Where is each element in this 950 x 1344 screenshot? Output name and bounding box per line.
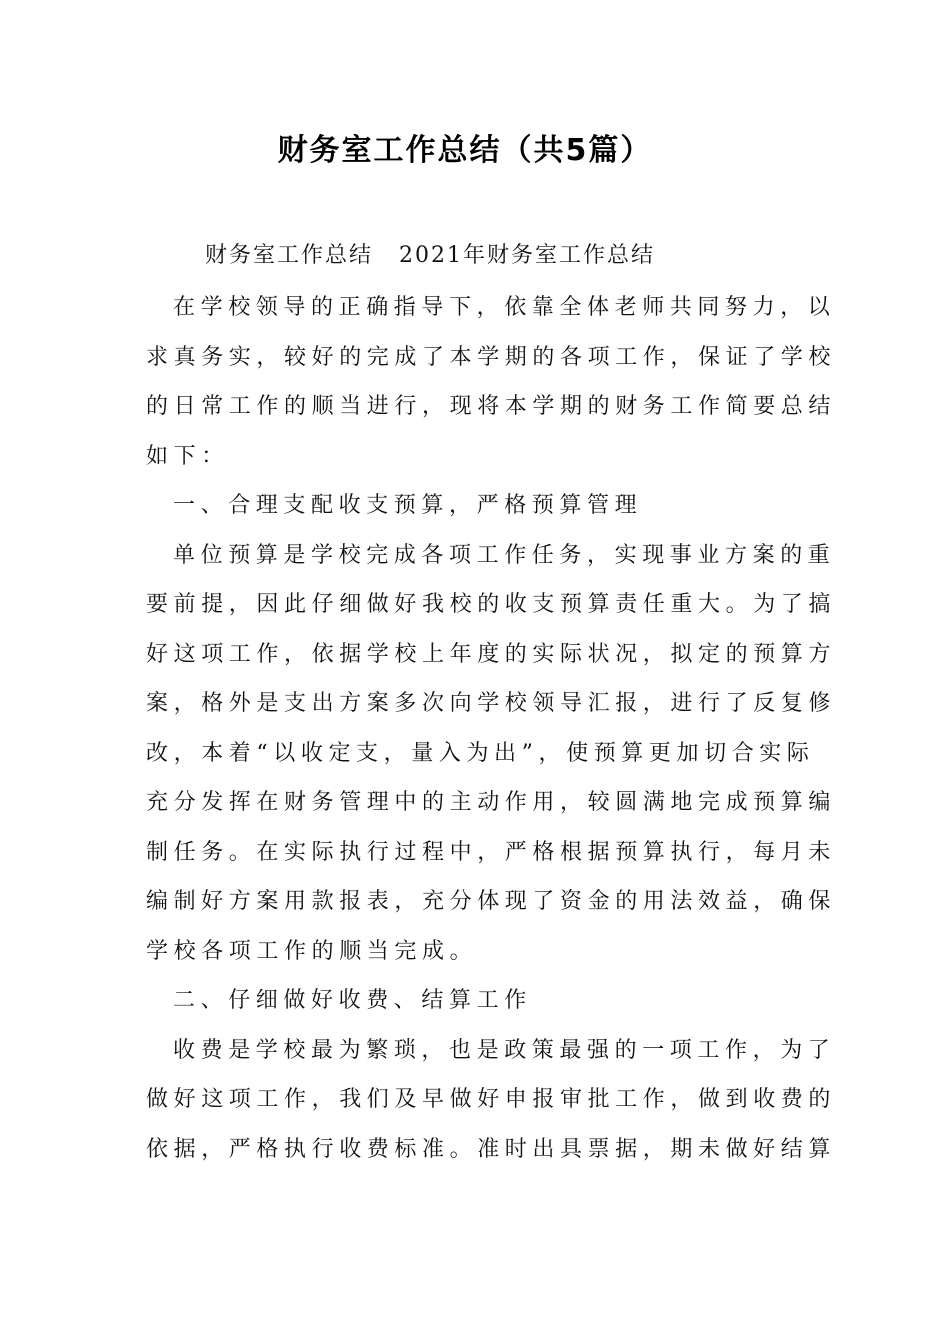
body-line: 单位预算是学校完成各项工作任务，实现事业方案的重 [173, 542, 836, 568]
body-line: 学校各项工作的顺当完成。 [146, 938, 478, 964]
body-line: 好这项工作，依据学校上年度的实际状况，拟定的预算方 [146, 641, 837, 667]
subtitle-left: 财务室工作总结 [205, 243, 374, 268]
body-line: 在学校领导的正确指导下，依靠全体老师共同努力，以 [173, 295, 836, 320]
body-line: 如下： [146, 443, 229, 469]
subtitle-right: 2021年财务室工作总结 [399, 243, 656, 268]
document-body [146, 283, 837, 1174]
body-line: 编制好方案用款报表，充分体现了资金的用法效益，确保 [146, 889, 837, 914]
body-line: 案，格外是支出方案多次向学校领导汇报，进行了反复修 [146, 691, 837, 716]
body-line: 依据，严格执行收费标准。准时出具票据，期未做好结算 [146, 1136, 837, 1162]
body-line: 一、合理支配收支预算，严格预算管理 [173, 493, 643, 518]
body-line: 二、仔细做好收费、结算工作 [173, 988, 532, 1013]
body-line: 求真务实，较好的完成了本学期的各项工作，保证了学校 [146, 344, 837, 370]
body-line: 的日常工作的顺当进行，现将本学期的财务工作简要总结 [146, 394, 837, 419]
document-subtitle [205, 236, 825, 276]
body-line: 制任务。在实际执行过程中，严格根据预算执行，每月未 [146, 839, 837, 865]
body-line: 充分发挥在财务管理中的主动作用，较圆满地完成预算编 [146, 790, 837, 815]
body-line: 收费是学校最为繁琐，也是政策最强的一项工作，为了 [173, 1037, 836, 1063]
document-title: 财务室工作总结（共5篇） [277, 133, 653, 168]
body-line: 做好这项工作，我们及早做好申报审批工作，做到收费的 [146, 1087, 837, 1112]
body-line: 要前提，因此仔细做好我校的收支预算责任重大。为了搞 [146, 592, 837, 617]
body-line: 改，本着“以收定支，量入为出”，使预算更加切合实际 [146, 740, 815, 766]
